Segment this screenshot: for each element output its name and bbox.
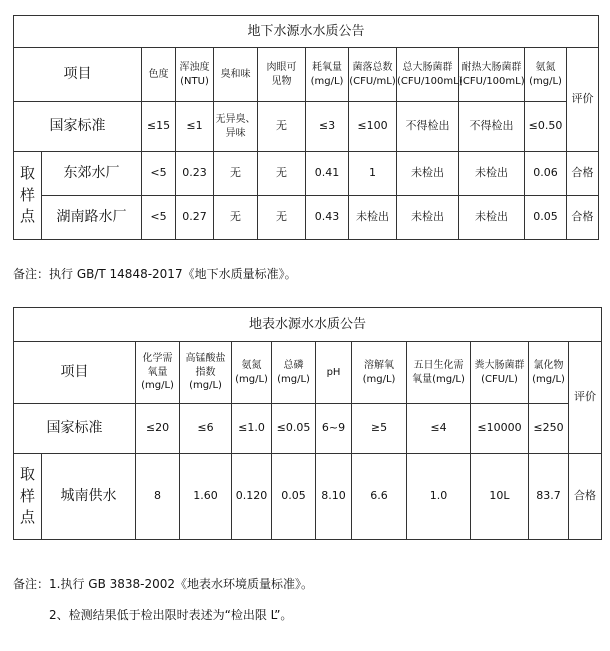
row-eval: 合格 [569, 454, 602, 540]
header-col: 高锰酸盐 指数 (mg/L) [180, 342, 232, 404]
table-row [14, 196, 599, 240]
header-col: 耐热大肠菌群 (CFU/100mL) [459, 48, 525, 102]
standard-value: ≤250 [529, 404, 569, 454]
cell: 0.23 [176, 152, 214, 196]
cell: 0.05 [525, 196, 567, 240]
row-eval: 合格 [567, 152, 599, 196]
header-col: 化学需 氧量 (mg/L) [136, 342, 180, 404]
standard-label: 国家标准 [14, 102, 142, 152]
cell: 0.27 [176, 196, 214, 240]
cell: 0.120 [232, 454, 272, 540]
standard-value: ≥5 [352, 404, 407, 454]
standard-value: ≤6 [180, 404, 232, 454]
groundwater-table-title: 地下水源水水质公告 [14, 16, 599, 48]
cell: 0.41 [306, 152, 349, 196]
cell: 8.10 [316, 454, 352, 540]
cell: 10L [471, 454, 529, 540]
sample-point-label: 取 样 点 [14, 152, 42, 240]
header-col: 总磷 (mg/L) [272, 342, 316, 404]
cell: 83.7 [529, 454, 569, 540]
row-name: 城南供水 [42, 454, 136, 540]
standard-value: 无异臭、 异味 [214, 102, 258, 152]
header-col: 总大肠菌群 (CFU/100mL) [397, 48, 459, 102]
header-col: 粪大肠菌群 (CFU/L) [471, 342, 529, 404]
cell: 未检出 [459, 152, 525, 196]
header-col: 臭和味 [214, 48, 258, 102]
cell: 0.05 [272, 454, 316, 540]
sample-point-label: 取 样 点 [14, 454, 42, 540]
cell: 未检出 [397, 196, 459, 240]
header-col: 菌落总数 (CFU/mL) [349, 48, 397, 102]
standard-value: ≤0.50 [525, 102, 567, 152]
cell: 1.60 [180, 454, 232, 540]
standard-label: 国家标准 [14, 404, 136, 454]
header-col: pH [316, 342, 352, 404]
standard-value: ≤1 [176, 102, 214, 152]
header-col: 浑浊度 (NTU) [176, 48, 214, 102]
cell: 1 [349, 152, 397, 196]
cell: 无 [258, 196, 306, 240]
header-col: 五日生化需 氧量(mg/L) [407, 342, 471, 404]
header-item: 项目 [14, 48, 142, 102]
cell: 无 [214, 196, 258, 240]
header-col: 溶解氧 (mg/L) [352, 342, 407, 404]
cell: 无 [258, 152, 306, 196]
note-surface-water-1: 备注：1.执行 GB 3838-2002《地表水环境质量标准》。 [13, 577, 314, 591]
cell: 8 [136, 454, 180, 540]
cell: 6.6 [352, 454, 407, 540]
cell: 无 [214, 152, 258, 196]
cell: <5 [142, 196, 176, 240]
standard-value: 不得检出 [397, 102, 459, 152]
standard-value: ≤100 [349, 102, 397, 152]
standard-value: ≤4 [407, 404, 471, 454]
note-surface-water-2: 2、检测结果低于检出限时表述为“检出限 L”。 [49, 608, 293, 622]
cell: 0.43 [306, 196, 349, 240]
cell: 0.06 [525, 152, 567, 196]
standard-value: ≤15 [142, 102, 176, 152]
note-groundwater: 备注：执行 GB/T 14848-2017《地下水质量标准》。 [13, 267, 297, 281]
standard-value: ≤10000 [471, 404, 529, 454]
cell: 未检出 [397, 152, 459, 196]
header-col: 肉眼可 见物 [258, 48, 306, 102]
header-col: 耗氧量 (mg/L) [306, 48, 349, 102]
standard-value: ≤1.0 [232, 404, 272, 454]
table-row [14, 152, 599, 196]
row-name: 湖南路水厂 [42, 196, 142, 240]
header-col: 色度 [142, 48, 176, 102]
standard-value: ≤3 [306, 102, 349, 152]
surface-water-quality-table [13, 307, 602, 540]
cell: <5 [142, 152, 176, 196]
row-eval: 合格 [567, 196, 599, 240]
header-col: 氯化物 (mg/L) [529, 342, 569, 404]
standard-value: ≤0.05 [272, 404, 316, 454]
cell: 未检出 [349, 196, 397, 240]
standard-value: ≤20 [136, 404, 180, 454]
surface-table-title: 地表水源水水质公告 [14, 308, 602, 342]
header-eval: 评价 [569, 342, 602, 454]
header-col: 氨氮 (mg/L) [525, 48, 567, 102]
row-name: 东郊水厂 [42, 152, 142, 196]
standard-value: 不得检出 [459, 102, 525, 152]
header-item: 项目 [14, 342, 136, 404]
header-eval: 评价 [567, 48, 599, 152]
groundwater-quality-table [13, 15, 599, 240]
standard-value: 无 [258, 102, 306, 152]
cell: 1.0 [407, 454, 471, 540]
standard-value: 6~9 [316, 404, 352, 454]
table-row [14, 454, 602, 540]
cell: 未检出 [459, 196, 525, 240]
header-col: 氨氮 (mg/L) [232, 342, 272, 404]
